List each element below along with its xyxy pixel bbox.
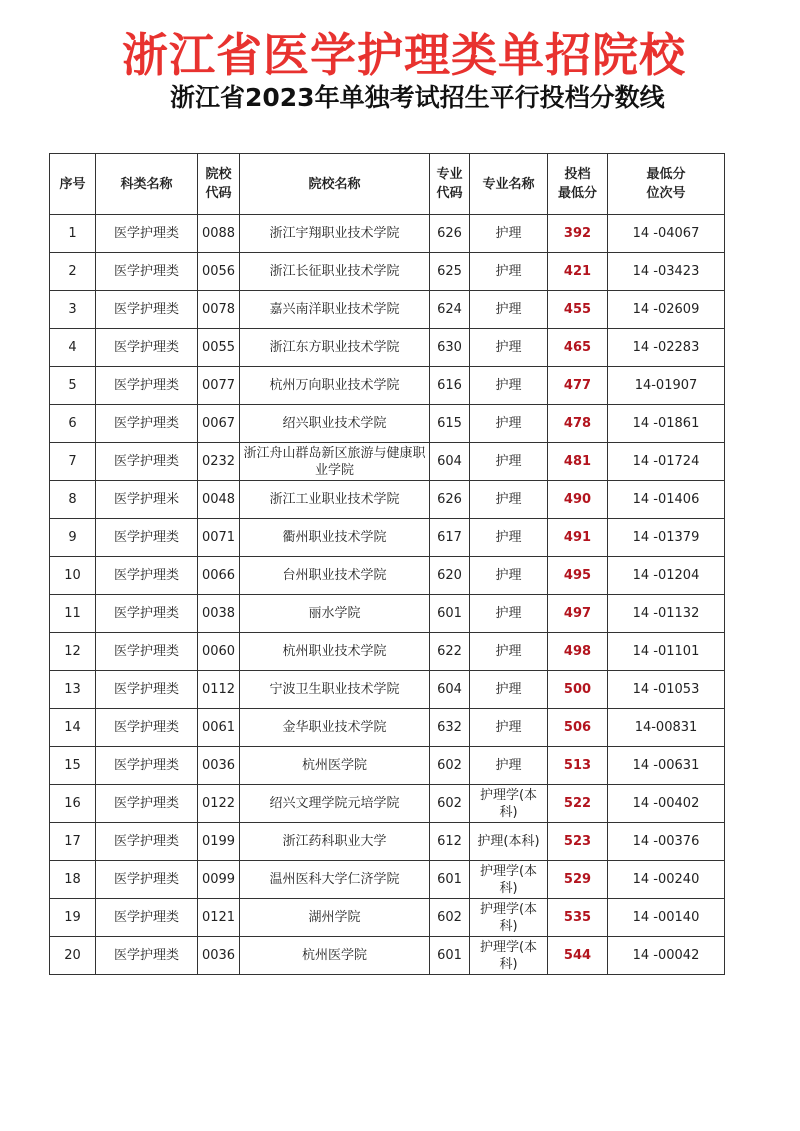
table-row bbox=[50, 671, 725, 709]
cell-school-name: 浙江宇翔职业技术学院 bbox=[240, 215, 430, 253]
cell-min-score: 522 bbox=[548, 785, 608, 823]
cell-major-code: 604 bbox=[430, 443, 470, 481]
cell-school-code: 0078 bbox=[198, 291, 240, 329]
table-row bbox=[50, 405, 725, 443]
cell-min-score: 506 bbox=[548, 709, 608, 747]
cell-min-score: 513 bbox=[548, 747, 608, 785]
cell-category: 医学护理类 bbox=[96, 367, 198, 405]
cell-seq: 7 bbox=[50, 443, 96, 481]
cell-major-code: 612 bbox=[430, 823, 470, 861]
cell-major-code: 630 bbox=[430, 329, 470, 367]
cell-category: 医学护理类 bbox=[96, 557, 198, 595]
cell-seq: 2 bbox=[50, 253, 96, 291]
cell-school-name: 嘉兴南洋职业技术学院 bbox=[240, 291, 430, 329]
cell-seq: 13 bbox=[50, 671, 96, 709]
cell-major-code: 615 bbox=[430, 405, 470, 443]
cell-school-code: 0048 bbox=[198, 481, 240, 519]
cell-school-code: 0088 bbox=[198, 215, 240, 253]
cell-major-code: 604 bbox=[430, 671, 470, 709]
cell-major-code: 620 bbox=[430, 557, 470, 595]
cell-school-name: 杭州职业技术学院 bbox=[240, 633, 430, 671]
cell-category: 医学护理类 bbox=[96, 747, 198, 785]
cell-rank: 14 -00140 bbox=[608, 899, 725, 937]
cell-school-name: 台州职业技术学院 bbox=[240, 557, 430, 595]
cell-rank: 14 -01204 bbox=[608, 557, 725, 595]
cell-major-name: 护理 bbox=[470, 747, 548, 785]
header-min-score: 投档 最低分 bbox=[548, 154, 608, 215]
cell-min-score: 491 bbox=[548, 519, 608, 557]
table-header-row bbox=[50, 154, 725, 215]
cell-major-name: 护理 bbox=[470, 709, 548, 747]
cell-major-name: 护理 bbox=[470, 671, 548, 709]
cell-category: 医学护理类 bbox=[96, 671, 198, 709]
cell-school-code: 0066 bbox=[198, 557, 240, 595]
cell-rank: 14-01907 bbox=[608, 367, 725, 405]
cell-min-score: 535 bbox=[548, 899, 608, 937]
header-rank: 最低分 位次号 bbox=[608, 154, 725, 215]
cell-school-name: 浙江东方职业技术学院 bbox=[240, 329, 430, 367]
cell-seq: 5 bbox=[50, 367, 96, 405]
cell-school-code: 0099 bbox=[198, 861, 240, 899]
cell-seq: 9 bbox=[50, 519, 96, 557]
cell-category: 医学护理类 bbox=[96, 785, 198, 823]
cell-rank: 14 -02283 bbox=[608, 329, 725, 367]
cell-school-code: 0199 bbox=[198, 823, 240, 861]
cell-major-code: 616 bbox=[430, 367, 470, 405]
cell-min-score: 495 bbox=[548, 557, 608, 595]
cell-school-name: 金华职业技术学院 bbox=[240, 709, 430, 747]
cell-school-name: 丽水学院 bbox=[240, 595, 430, 633]
cell-min-score: 497 bbox=[548, 595, 608, 633]
cell-min-score: 500 bbox=[548, 671, 608, 709]
cell-major-code: 602 bbox=[430, 899, 470, 937]
cell-major-code: 626 bbox=[430, 215, 470, 253]
cell-seq: 8 bbox=[50, 481, 96, 519]
cell-rank: 14 -02609 bbox=[608, 291, 725, 329]
cell-rank: 14 -01132 bbox=[608, 595, 725, 633]
cell-school-name: 宁波卫生职业技术学院 bbox=[240, 671, 430, 709]
cell-school-name: 浙江药科职业大学 bbox=[240, 823, 430, 861]
cell-school-name: 温州医科大学仁济学院 bbox=[240, 861, 430, 899]
cell-category: 医学护理类 bbox=[96, 253, 198, 291]
cell-rank: 14 -03423 bbox=[608, 253, 725, 291]
cell-school-code: 0036 bbox=[198, 937, 240, 975]
table-row bbox=[50, 747, 725, 785]
cell-min-score: 478 bbox=[548, 405, 608, 443]
table-row bbox=[50, 823, 725, 861]
cell-major-code: 632 bbox=[430, 709, 470, 747]
cell-seq: 4 bbox=[50, 329, 96, 367]
cell-major-name: 护理 bbox=[470, 633, 548, 671]
cell-category: 医学护理类 bbox=[96, 405, 198, 443]
cell-major-code: 602 bbox=[430, 785, 470, 823]
cell-min-score: 477 bbox=[548, 367, 608, 405]
cell-school-code: 0055 bbox=[198, 329, 240, 367]
table-row bbox=[50, 291, 725, 329]
cell-major-name: 护理 bbox=[470, 557, 548, 595]
cell-min-score: 529 bbox=[548, 861, 608, 899]
cell-category: 医学护理类 bbox=[96, 709, 198, 747]
header-category: 科类名称 bbox=[96, 154, 198, 215]
cell-major-name: 护理 bbox=[470, 405, 548, 443]
table-row bbox=[50, 443, 725, 481]
cell-min-score: 465 bbox=[548, 329, 608, 367]
cell-school-name: 绍兴职业技术学院 bbox=[240, 405, 430, 443]
cell-min-score: 481 bbox=[548, 443, 608, 481]
table-row bbox=[50, 937, 725, 975]
cell-category: 医学护理类 bbox=[96, 215, 198, 253]
cell-category: 医学护理类 bbox=[96, 329, 198, 367]
cell-school-name: 杭州医学院 bbox=[240, 937, 430, 975]
cell-school-name: 杭州万向职业技术学院 bbox=[240, 367, 430, 405]
cell-rank: 14 -00240 bbox=[608, 861, 725, 899]
cell-seq: 20 bbox=[50, 937, 96, 975]
cell-major-code: 601 bbox=[430, 937, 470, 975]
cell-school-code: 0071 bbox=[198, 519, 240, 557]
cell-rank: 14 -01379 bbox=[608, 519, 725, 557]
page-title: 浙江省医学护理类单招院校 bbox=[122, 28, 686, 82]
cell-major-name: 护理 bbox=[470, 253, 548, 291]
cell-seq: 12 bbox=[50, 633, 96, 671]
cell-rank: 14 -01101 bbox=[608, 633, 725, 671]
cell-school-name: 湖州学院 bbox=[240, 899, 430, 937]
cell-school-name: 衢州职业技术学院 bbox=[240, 519, 430, 557]
cell-min-score: 421 bbox=[548, 253, 608, 291]
cell-school-name: 浙江长征职业技术学院 bbox=[240, 253, 430, 291]
cell-major-name: 护理 bbox=[470, 481, 548, 519]
cell-category: 医学护理类 bbox=[96, 823, 198, 861]
table-row bbox=[50, 899, 725, 937]
table-row bbox=[50, 367, 725, 405]
admission-score-table bbox=[49, 153, 725, 975]
cell-seq: 3 bbox=[50, 291, 96, 329]
cell-major-name: 护理学(本科) bbox=[470, 899, 548, 937]
cell-school-code: 0056 bbox=[198, 253, 240, 291]
cell-rank: 14 -01724 bbox=[608, 443, 725, 481]
cell-major-code: 626 bbox=[430, 481, 470, 519]
cell-rank: 14 -04067 bbox=[608, 215, 725, 253]
cell-school-code: 0112 bbox=[198, 671, 240, 709]
cell-category: 医学护理类 bbox=[96, 899, 198, 937]
table-row bbox=[50, 709, 725, 747]
cell-category: 医学护理类 bbox=[96, 443, 198, 481]
table-row bbox=[50, 329, 725, 367]
cell-category: 医学护理类 bbox=[96, 937, 198, 975]
table-row bbox=[50, 557, 725, 595]
cell-seq: 11 bbox=[50, 595, 96, 633]
cell-category: 医学护理类 bbox=[96, 633, 198, 671]
cell-major-code: 601 bbox=[430, 595, 470, 633]
cell-school-code: 0060 bbox=[198, 633, 240, 671]
cell-major-name: 护理学(本科) bbox=[470, 785, 548, 823]
cell-school-code: 0232 bbox=[198, 443, 240, 481]
cell-min-score: 455 bbox=[548, 291, 608, 329]
table-row bbox=[50, 633, 725, 671]
cell-seq: 16 bbox=[50, 785, 96, 823]
header-major-code: 专业 代码 bbox=[430, 154, 470, 215]
page-subtitle: 浙江省2023年单独考试招生平行投档分数线 bbox=[170, 83, 665, 112]
table-row bbox=[50, 253, 725, 291]
header-seq: 序号 bbox=[50, 154, 96, 215]
cell-school-name: 绍兴文理学院元培学院 bbox=[240, 785, 430, 823]
header-major-name: 专业名称 bbox=[470, 154, 548, 215]
table-row bbox=[50, 595, 725, 633]
cell-school-name: 浙江舟山群岛新区旅游与健康职业学院 bbox=[240, 443, 430, 481]
cell-major-code: 601 bbox=[430, 861, 470, 899]
cell-min-score: 490 bbox=[548, 481, 608, 519]
cell-school-name: 浙江工业职业技术学院 bbox=[240, 481, 430, 519]
cell-category: 医学护理类 bbox=[96, 595, 198, 633]
cell-major-name: 护理(本科) bbox=[470, 823, 548, 861]
header-school-name: 院校名称 bbox=[240, 154, 430, 215]
cell-school-code: 0038 bbox=[198, 595, 240, 633]
cell-major-name: 护理 bbox=[470, 291, 548, 329]
cell-rank: 14 -01861 bbox=[608, 405, 725, 443]
cell-major-name: 护理 bbox=[470, 595, 548, 633]
cell-major-name: 护理学(本科) bbox=[470, 861, 548, 899]
cell-rank: 14 -00631 bbox=[608, 747, 725, 785]
table-row bbox=[50, 861, 725, 899]
cell-seq: 15 bbox=[50, 747, 96, 785]
cell-seq: 10 bbox=[50, 557, 96, 595]
cell-major-name: 护理 bbox=[470, 443, 548, 481]
cell-category: 医学护理类 bbox=[96, 519, 198, 557]
cell-major-name: 护理 bbox=[470, 215, 548, 253]
cell-major-code: 617 bbox=[430, 519, 470, 557]
cell-school-code: 0036 bbox=[198, 747, 240, 785]
cell-major-code: 624 bbox=[430, 291, 470, 329]
cell-min-score: 544 bbox=[548, 937, 608, 975]
cell-school-name: 杭州医学院 bbox=[240, 747, 430, 785]
cell-school-code: 0077 bbox=[198, 367, 240, 405]
cell-seq: 19 bbox=[50, 899, 96, 937]
cell-rank: 14 -01053 bbox=[608, 671, 725, 709]
cell-rank: 14 -00042 bbox=[608, 937, 725, 975]
cell-min-score: 498 bbox=[548, 633, 608, 671]
cell-seq: 18 bbox=[50, 861, 96, 899]
cell-school-code: 0121 bbox=[198, 899, 240, 937]
cell-major-code: 602 bbox=[430, 747, 470, 785]
cell-school-code: 0067 bbox=[198, 405, 240, 443]
cell-seq: 1 bbox=[50, 215, 96, 253]
cell-school-code: 0122 bbox=[198, 785, 240, 823]
cell-min-score: 392 bbox=[548, 215, 608, 253]
cell-seq: 17 bbox=[50, 823, 96, 861]
cell-rank: 14-00831 bbox=[608, 709, 725, 747]
cell-min-score: 523 bbox=[548, 823, 608, 861]
header-school-code: 院校 代码 bbox=[198, 154, 240, 215]
table-row bbox=[50, 481, 725, 519]
table-row bbox=[50, 519, 725, 557]
cell-category: 医学护理类 bbox=[96, 861, 198, 899]
cell-major-name: 护理 bbox=[470, 367, 548, 405]
cell-major-name: 护理学(本科) bbox=[470, 937, 548, 975]
cell-rank: 14 -00376 bbox=[608, 823, 725, 861]
cell-school-code: 0061 bbox=[198, 709, 240, 747]
cell-major-code: 622 bbox=[430, 633, 470, 671]
cell-major-name: 护理 bbox=[470, 329, 548, 367]
cell-seq: 14 bbox=[50, 709, 96, 747]
cell-major-code: 625 bbox=[430, 253, 470, 291]
table-row bbox=[50, 215, 725, 253]
table-row bbox=[50, 785, 725, 823]
cell-category: 医学护理米 bbox=[96, 481, 198, 519]
cell-rank: 14 -00402 bbox=[608, 785, 725, 823]
cell-major-name: 护理 bbox=[470, 519, 548, 557]
cell-seq: 6 bbox=[50, 405, 96, 443]
cell-category: 医学护理类 bbox=[96, 291, 198, 329]
cell-rank: 14 -01406 bbox=[608, 481, 725, 519]
